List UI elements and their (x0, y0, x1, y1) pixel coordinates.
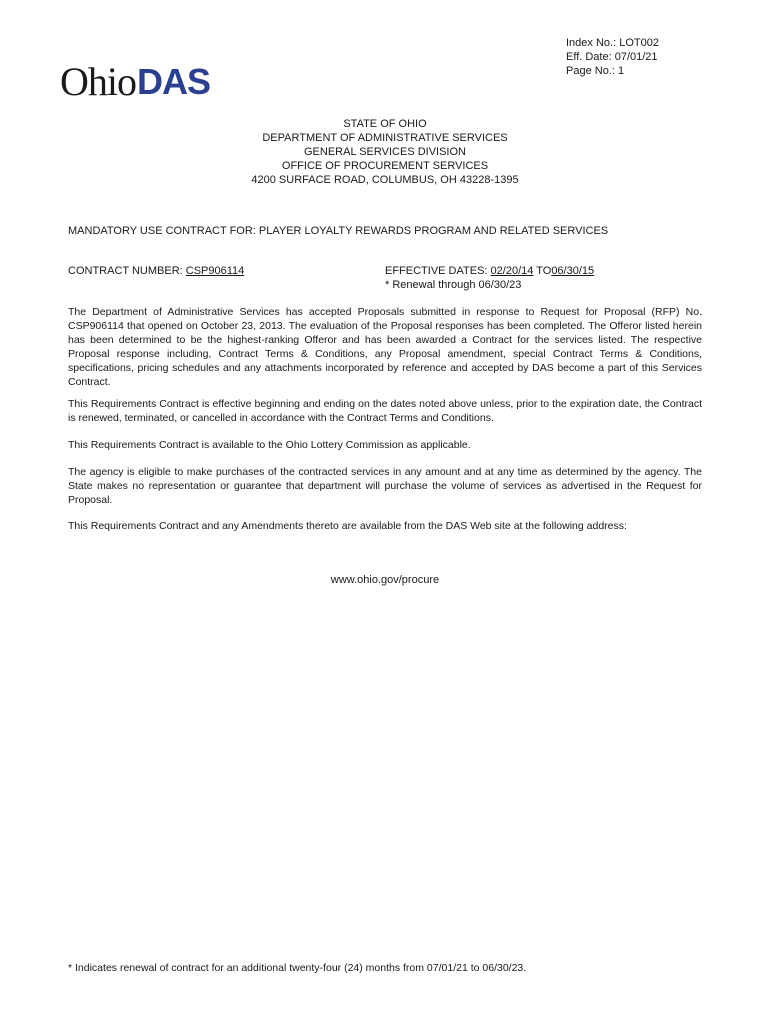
website-link[interactable]: www.ohio.gov/procure (330, 574, 440, 586)
contract-title: MANDATORY USE CONTRACT FOR: PLAYER LOYALTY REWARDS PROGRAM AND RELATED SERVICES (68, 225, 609, 237)
renewal-note: * Renewal through 06/30/23 (385, 279, 522, 291)
logo-ohio-text: Ohio (60, 59, 136, 104)
page-number: Page No.: 1 (566, 65, 625, 77)
footnote: * Indicates renewal of contract for an additional twenty-four (24) months from 07/01/21 to 06/30/23. (68, 962, 527, 974)
ohio-das-logo (60, 59, 211, 104)
effective-dates-row (385, 264, 594, 278)
index-number: Index No.: LOT002 (566, 37, 659, 49)
effective-dates-block (385, 264, 594, 292)
paragraph-eligibility: The agency is eligible to make purchases of the contracted services in any amount and at any time as determined by the agency. The State makes no representation or guarantee that department will purchase the volume of services as advertised in the Request for Proposal. (68, 466, 702, 506)
contract-number-label: CONTRACT NUMBER: (68, 265, 183, 277)
header-line-state: STATE OF OHIO (343, 118, 427, 130)
effective-end-date: 06/30/15 (551, 265, 595, 277)
index-block (566, 36, 659, 78)
effective-dates-label: EFFECTIVE DATES: (385, 265, 488, 277)
contract-number-value: CSP906114 (185, 265, 245, 277)
paragraph-effective: This Requirements Contract is effective beginning and ending on the dates noted above unless, prior to the expiration date, the Contract is renewed, terminated, or cancelled in accordance with the Contract Terms and Conditions. (68, 398, 702, 424)
paragraph-availability: This Requirements Contract is available to the Ohio Lottery Commission as applicable. (68, 439, 471, 451)
contract-number-row (68, 264, 244, 278)
effective-start-date: 02/20/14 (490, 265, 534, 277)
agency-header (0, 117, 770, 187)
logo-das-text: DAS (137, 61, 211, 102)
paragraph-acceptance: The Department of Administrative Services has accepted Proposals submitted in response to Request for Proposal (RFP) No. CSP906114 that opened on October 23, 2013. The evaluation of the Proposal responses has been completed. The Offeror listed herein has been determined to be the highest-ranking Offeror and has been awarded a Contract for the services listed. The respective Proposal response including, Contract Terms & Conditions, any Proposal amendment, special Contract Terms & Conditions, specifications, pricing schedules and any attachments incorporated by reference and accepted by DAS become a part of this Services Contract. (68, 306, 702, 388)
effective-dates-to: TO (536, 265, 552, 277)
header-line-office: OFFICE OF PROCUREMENT SERVICES (281, 160, 489, 172)
header-line-address: 4200 SURFACE ROAD, COLUMBUS, OH 43228-1395 (251, 174, 519, 186)
header-line-department: DEPARTMENT OF ADMINISTRATIVE SERVICES (262, 132, 508, 144)
paragraph-website: This Requirements Contract and any Amendments thereto are available from the DAS Web site at the following address: (68, 520, 627, 532)
effective-date: Eff. Date: 07/01/21 (566, 51, 658, 63)
header-line-division: GENERAL SERVICES DIVISION (304, 146, 466, 158)
